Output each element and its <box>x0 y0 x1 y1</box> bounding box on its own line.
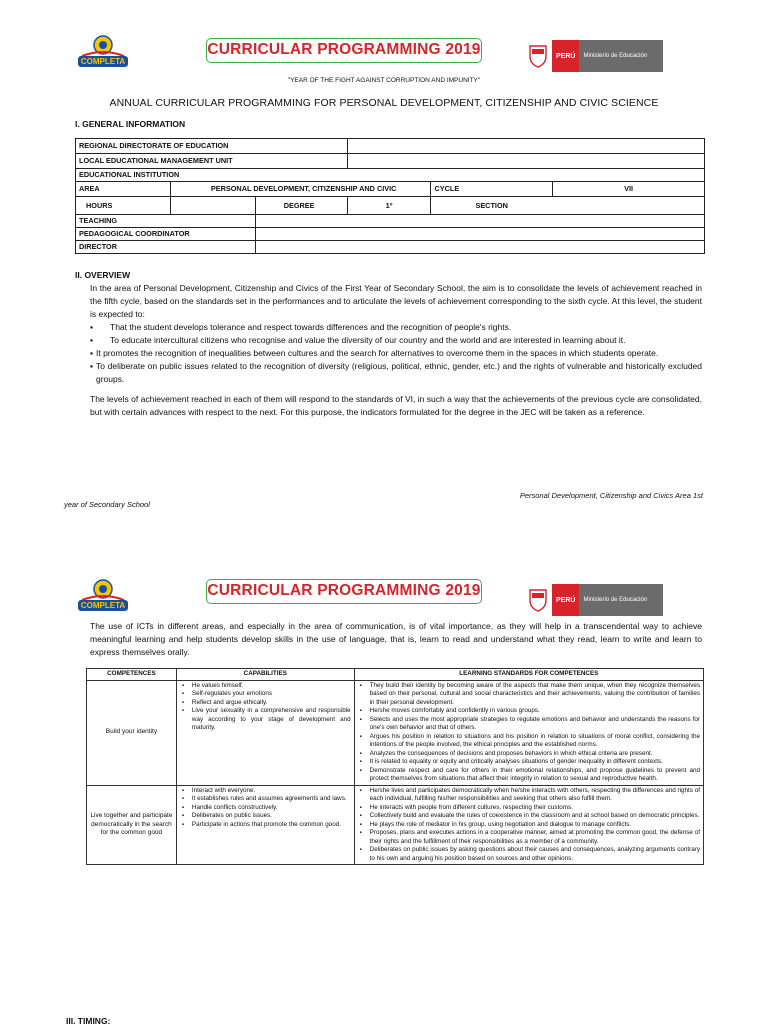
standards-cell <box>354 785 703 865</box>
coordinator-value <box>255 228 704 241</box>
peru-label: PERÚ <box>552 584 579 616</box>
degree-label: DEGREE <box>255 197 347 215</box>
list-item: ▪ To deliberate on public issues related to the recognition of diversity (religious, political, ethnic, gender, etc.) and the rights of vulnerable and historically excluded groups. <box>90 361 702 384</box>
table-row <box>76 154 705 169</box>
area-value: PERSONAL DEVELOPMENT, CITIZENSHIP AND CIVIC <box>170 182 431 197</box>
list-item: ▪ It establishes rules and assumes agreements and laws. <box>180 795 351 804</box>
list-item: ▪ Interact with everyone. <box>180 787 351 796</box>
cycle-label: CYCLE <box>431 182 553 197</box>
overview-bullet-1: That the student develops tolerance and respect towards differences and the recognition of people's rights. <box>110 322 512 332</box>
institution-label: EDUCATIONAL INSTITUTION <box>76 169 705 182</box>
logo-label: COMPLETA <box>80 601 126 610</box>
list-item: ▪ Proposes, plans and executes actions in a cooperative manner, aimed at promoting the common good, the defense of their rights and the fulfillment of their responsibilities as a member of a community. <box>358 829 700 846</box>
list-item: ▪ He/she lives and participates democratically when he/she interacts with others, respecting the differences and rights of each individual, fulfilling his/her responsibilities and seeking that others also fulfill them. <box>358 787 700 804</box>
list-item: ▪ Reflect and argue ethically. <box>180 699 351 708</box>
section-label: SECTION <box>431 197 705 215</box>
list-item: ▪ Live your sexuality in a comprehensive and responsible way according to your stage of development and maturity. <box>180 707 351 733</box>
list-item: ▪ Participate in actions that promote the common good. <box>180 821 351 830</box>
ministry-logo <box>528 584 663 616</box>
list-item: ▪ Collectively build and evaluate the rules of coexistence in the classroom and at school based on democratic principles. <box>358 812 700 821</box>
overview-heading: II. OVERVIEW <box>75 270 131 280</box>
list-item: ▪ Argues his position in relation to situations and his position in relation to situations of moral conflict, considering the intentions of the people involved, the ethical principles and the established norms. <box>358 733 700 750</box>
local-label: LOCAL EDUCATIONAL MANAGEMENT UNIT <box>76 154 348 169</box>
page-subtitle: ANNUAL CURRICULAR PROGRAMMING FOR PERSONAL DEVELOPMENT, CITIZENSHIP AND CIVIC SCIENCE <box>109 97 659 109</box>
competence-name: Build your identity <box>87 680 177 785</box>
overview-bullet-3: It promotes the recognition of inequalities between cultures and the search for alternatives to overcome them in the spaces in which students operate. <box>96 348 659 358</box>
overview-bullet-2: To educate intercultural citizens who recognise and value the diversity of our country and the world and are interested in learning about it. <box>110 335 626 345</box>
overview-bullet-4: To deliberate on public issues related to the recognition of diversity (religious, political, ethnic, gender, etc.) and the rights of vulnerable and historically excluded groups. <box>96 361 702 384</box>
document-title: CURRICULAR PROGRAMMING 2019 <box>206 38 482 63</box>
table-row <box>76 197 705 215</box>
teaching-value <box>255 215 704 228</box>
list-item: ▪ He/she moves comfortably and confidently in various groups. <box>358 707 700 716</box>
footer-area-text: Personal Development, Citizenship and Civics Area 1st <box>519 491 703 500</box>
list-item: ▪ That the student develops tolerance and respect towards differences and the recognition of people's rights. <box>90 322 512 332</box>
list-item: ▪ He plays the role of mediator in his group, using negotiation and dialogue to manage conflicts. <box>358 821 700 830</box>
timing-heading: III. TIMING: <box>66 1016 111 1026</box>
standards-cell <box>354 680 703 785</box>
ict-paragraph: The use of ICTs in different areas, and especially in the area of communication, is of vital importance, as they will help in a transcendental way to achieve meaningful learning and help students develop skills in the use of language, that is, learn to read and understand what they read, learn to write and learn to express themselves orally. <box>90 621 702 657</box>
list-item: ▪ Deliberates on public issues by asking questions about their causes and consequences, analyzing arguments contrary to his own and arguing his position based on sources and other opinions. <box>358 846 700 863</box>
overview-intro: In the area of Personal Development, Citizenship and Civics of the First Year of Secondary School, the aim is to consolidate the levels of achievement reached in the fifth cycle, based on the standards set in the performances and to articulate the levels of achievement corresponding to the sixth cycle. At this level, the student is expected to: <box>90 283 702 319</box>
teaching-label: TEACHING <box>76 215 256 228</box>
table-header-row <box>87 669 704 681</box>
list-item: ▪ Demonstrate respect and care for others in their emotional relationships, and propose guidelines to prevent and protect themselves from situations that affect their integrity in relation to sexual and reproductive health. <box>358 767 700 784</box>
table-row <box>76 241 705 254</box>
document-title: CURRICULAR PROGRAMMING 2019 <box>206 579 482 604</box>
table-row <box>76 215 705 228</box>
list-item: ▪ Self-regulates your emotions <box>180 690 351 699</box>
list-item: ▪ He interacts with people from different cultures, respecting their customs. <box>358 804 700 813</box>
capabilities-cell <box>176 785 354 865</box>
footer-year-text: year of Secondary School <box>64 500 150 509</box>
coordinator-label: PEDAGOGICAL COORDINATOR <box>76 228 256 241</box>
overview-closing: The levels of achievement reached in each of them will respond to the standards of VI, in such a way that the achievements of the previous cycle are consolidated, but with certain advances with respect to the next. For this purpose, the indicators formulated for the degree in the JEC will be taken as a reference. <box>90 394 702 417</box>
hours-label: HOURS <box>76 197 171 215</box>
local-value <box>347 154 704 169</box>
list-item: ▪ It promotes the recognition of inequalities between cultures and the search for alternatives to overcome them in the spaces in which students operate. <box>90 348 659 358</box>
list-item: ▪ Handle conflicts constructively. <box>180 804 351 813</box>
list-item: ▪ Selects and uses the most appropriate strategies to regulate emotions and behavior and understands the reasons for one's own behavior and that of others. <box>358 716 700 733</box>
regional-label: REGIONAL DIRECTORATE OF EDUCATION <box>76 139 348 154</box>
general-info-table <box>75 138 705 254</box>
table-row <box>76 228 705 241</box>
competence-name: Live together and participate democratically in the search for the common good <box>87 785 177 865</box>
school-logo <box>72 576 134 616</box>
list-item: ▪ Deliberates on public issues. <box>180 812 351 821</box>
peru-shield-icon <box>528 588 548 612</box>
degree-value: 1º <box>347 197 431 215</box>
column-header: COMPETENCES <box>87 669 177 681</box>
cycle-value: VII <box>553 182 705 197</box>
peru-shield-icon <box>528 44 548 68</box>
list-item: ▪ He values himself. <box>180 682 351 691</box>
list-item: ▪ Analyzes the consequences of decisions and proposes behaviors in which ethical criteria are present. <box>358 750 700 759</box>
logo-label: COMPLETA <box>80 57 126 66</box>
director-value <box>255 241 704 254</box>
table-row <box>76 182 705 197</box>
column-header: CAPABILITIES <box>176 669 354 681</box>
area-label: AREA <box>76 182 171 197</box>
hours-value <box>170 197 255 215</box>
ministry-label: Ministerio de Educación <box>579 40 663 72</box>
table-row <box>87 785 704 865</box>
director-label: DIRECTOR <box>76 241 256 254</box>
list-item: ▪ To educate intercultural citizens who recognise and value the diversity of our country and the world and are interested in learning about it. <box>90 335 626 345</box>
overview-section <box>90 282 702 419</box>
capabilities-cell <box>176 680 354 785</box>
peru-label: PERÚ <box>552 40 579 72</box>
school-logo <box>72 32 134 72</box>
list-item: ▪ They build their identity by becoming aware of the aspects that make them unique, when they recognize themselves based on their personal, cultural and social characteristics and their achievements, valuing the contribution of families in their personal development. <box>358 682 700 708</box>
table-row <box>76 169 705 182</box>
regional-value <box>347 139 704 154</box>
ministry-logo <box>528 40 663 72</box>
ministry-label: Ministerio de Educación <box>579 584 663 616</box>
competences-table <box>86 668 704 865</box>
list-item: ▪ It is related to equality or equity and critically analyses situations of gender inequality in different contexts. <box>358 758 700 767</box>
year-motto: "YEAR OF THE FIGHT AGAINST CORRUPTION AND IMPUNITY" <box>287 77 481 84</box>
general-info-heading: I. GENERAL INFORMATION <box>75 119 186 129</box>
table-row <box>87 680 704 785</box>
table-row <box>76 139 705 154</box>
column-header: LEARNING STANDARDS FOR COMPETENCES <box>354 669 703 681</box>
